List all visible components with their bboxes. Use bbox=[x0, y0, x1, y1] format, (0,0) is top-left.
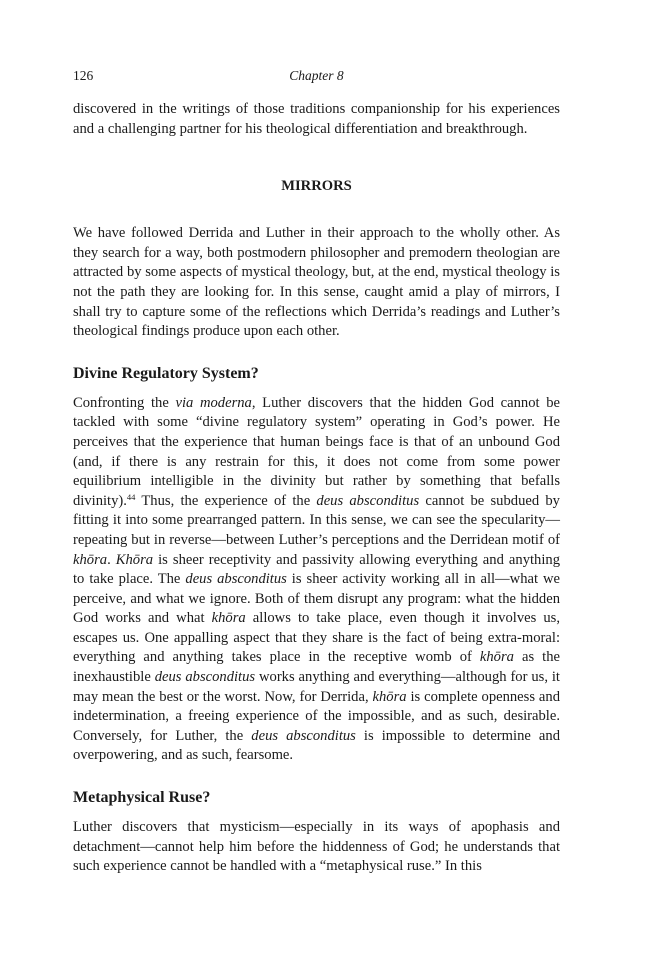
italic-term: deus absconditus bbox=[316, 492, 420, 509]
subheading-divine-regulatory-system: Divine Regulatory System? bbox=[73, 364, 259, 382]
text-run: . bbox=[107, 551, 116, 568]
text-run: as the inexhaustible bbox=[73, 649, 560, 686]
text-run: is sheer activity working all in all—what we perceive, and what we ignore. Both of them disrupt any program: what the hidden God works and what bbox=[73, 571, 561, 627]
footnote-reference[interactable]: 44 bbox=[126, 491, 136, 502]
page-body bbox=[73, 100, 560, 877]
text-run: cannot be subdued by fitting it into some prearranged pattern. In this sense, we can see the specularity—repeating but in reverse—between Luther’s perceptions and the Derridean motif of bbox=[73, 492, 560, 548]
text-run: is sheer receptivity and passivity allowing everything and anything to take place. The bbox=[73, 551, 560, 588]
italic-term: khōra bbox=[479, 649, 514, 666]
italic-term: khōra bbox=[73, 551, 108, 568]
subheading-metaphysical-ruse: Metaphysical Ruse? bbox=[73, 789, 211, 807]
divine-paragraph bbox=[73, 394, 560, 766]
running-head: Chapter 8 bbox=[289, 68, 344, 83]
text-run: works anything and everything—although for us, it may mean the best or the worst. Now, for Derrida, bbox=[73, 669, 560, 705]
italic-term: khōra bbox=[372, 688, 407, 705]
italic-term: deus absconditus bbox=[251, 727, 356, 744]
section-heading-mirrors: MIRRORS bbox=[281, 178, 352, 195]
text-run: is impossible to determine and overpowering, and as such, fearsome. bbox=[73, 727, 560, 764]
ruse-paragraph: Luther discovers that mysticism—especially in its ways of apophasis and detachment—cannot help him before the hiddenness of God; he understands that such experience cannot be handled with a “metaphysical ruse.” In this bbox=[73, 819, 560, 875]
text-run: Confronting the bbox=[73, 394, 176, 411]
text-run: , Luther discovers that the hidden God cannot be tackled with some “divine regulatory system” operating in God’s power. He perceives that the experience that human beings face is that of an unbound God (and, if there is any restrain for this, it does not come from some power equilibrium intelligible in the divinity but rather by something that befalls divinity). bbox=[73, 394, 560, 509]
opening-paragraph: discovered in the writings of those traditions companionship for his experiences and a challenging partner for his theological differentiation and breakthrough. bbox=[73, 101, 560, 137]
text-run: is complete openness and indetermination, a freeing experience of the impossible, and as such, desirable. Conversely, for Luther, the bbox=[73, 688, 561, 744]
italic-term: deus absconditus bbox=[154, 669, 256, 686]
italic-term: deus absconditus bbox=[185, 571, 287, 588]
italic-term: via moderna bbox=[175, 394, 252, 411]
mirrors-paragraph: We have followed Derrida and Luther in their approach to the wholly other. As they search for a way, both postmodern philosopher and premodern theologian are attracted by some aspects of mystical theology, but, at the end, mystical theology is not the path they are looking for. In this sense, caught amid a play of mirrors, I shall try to capture some of the reflections which Derrida’s readings and Luther’s theological findings produce upon each other. bbox=[73, 225, 560, 340]
text-run: allows to take place, even though it involves us, escapes us. One appalling aspect that they share is the fact of being extra-moral: everything and anything takes place in the receptive womb of bbox=[73, 610, 560, 666]
italic-term: Khōra bbox=[115, 551, 154, 568]
italic-term: khōra bbox=[211, 610, 246, 627]
text-run: Thus, the experience of the bbox=[135, 492, 317, 509]
page-header bbox=[73, 68, 560, 86]
page-number: 126 bbox=[73, 68, 94, 83]
